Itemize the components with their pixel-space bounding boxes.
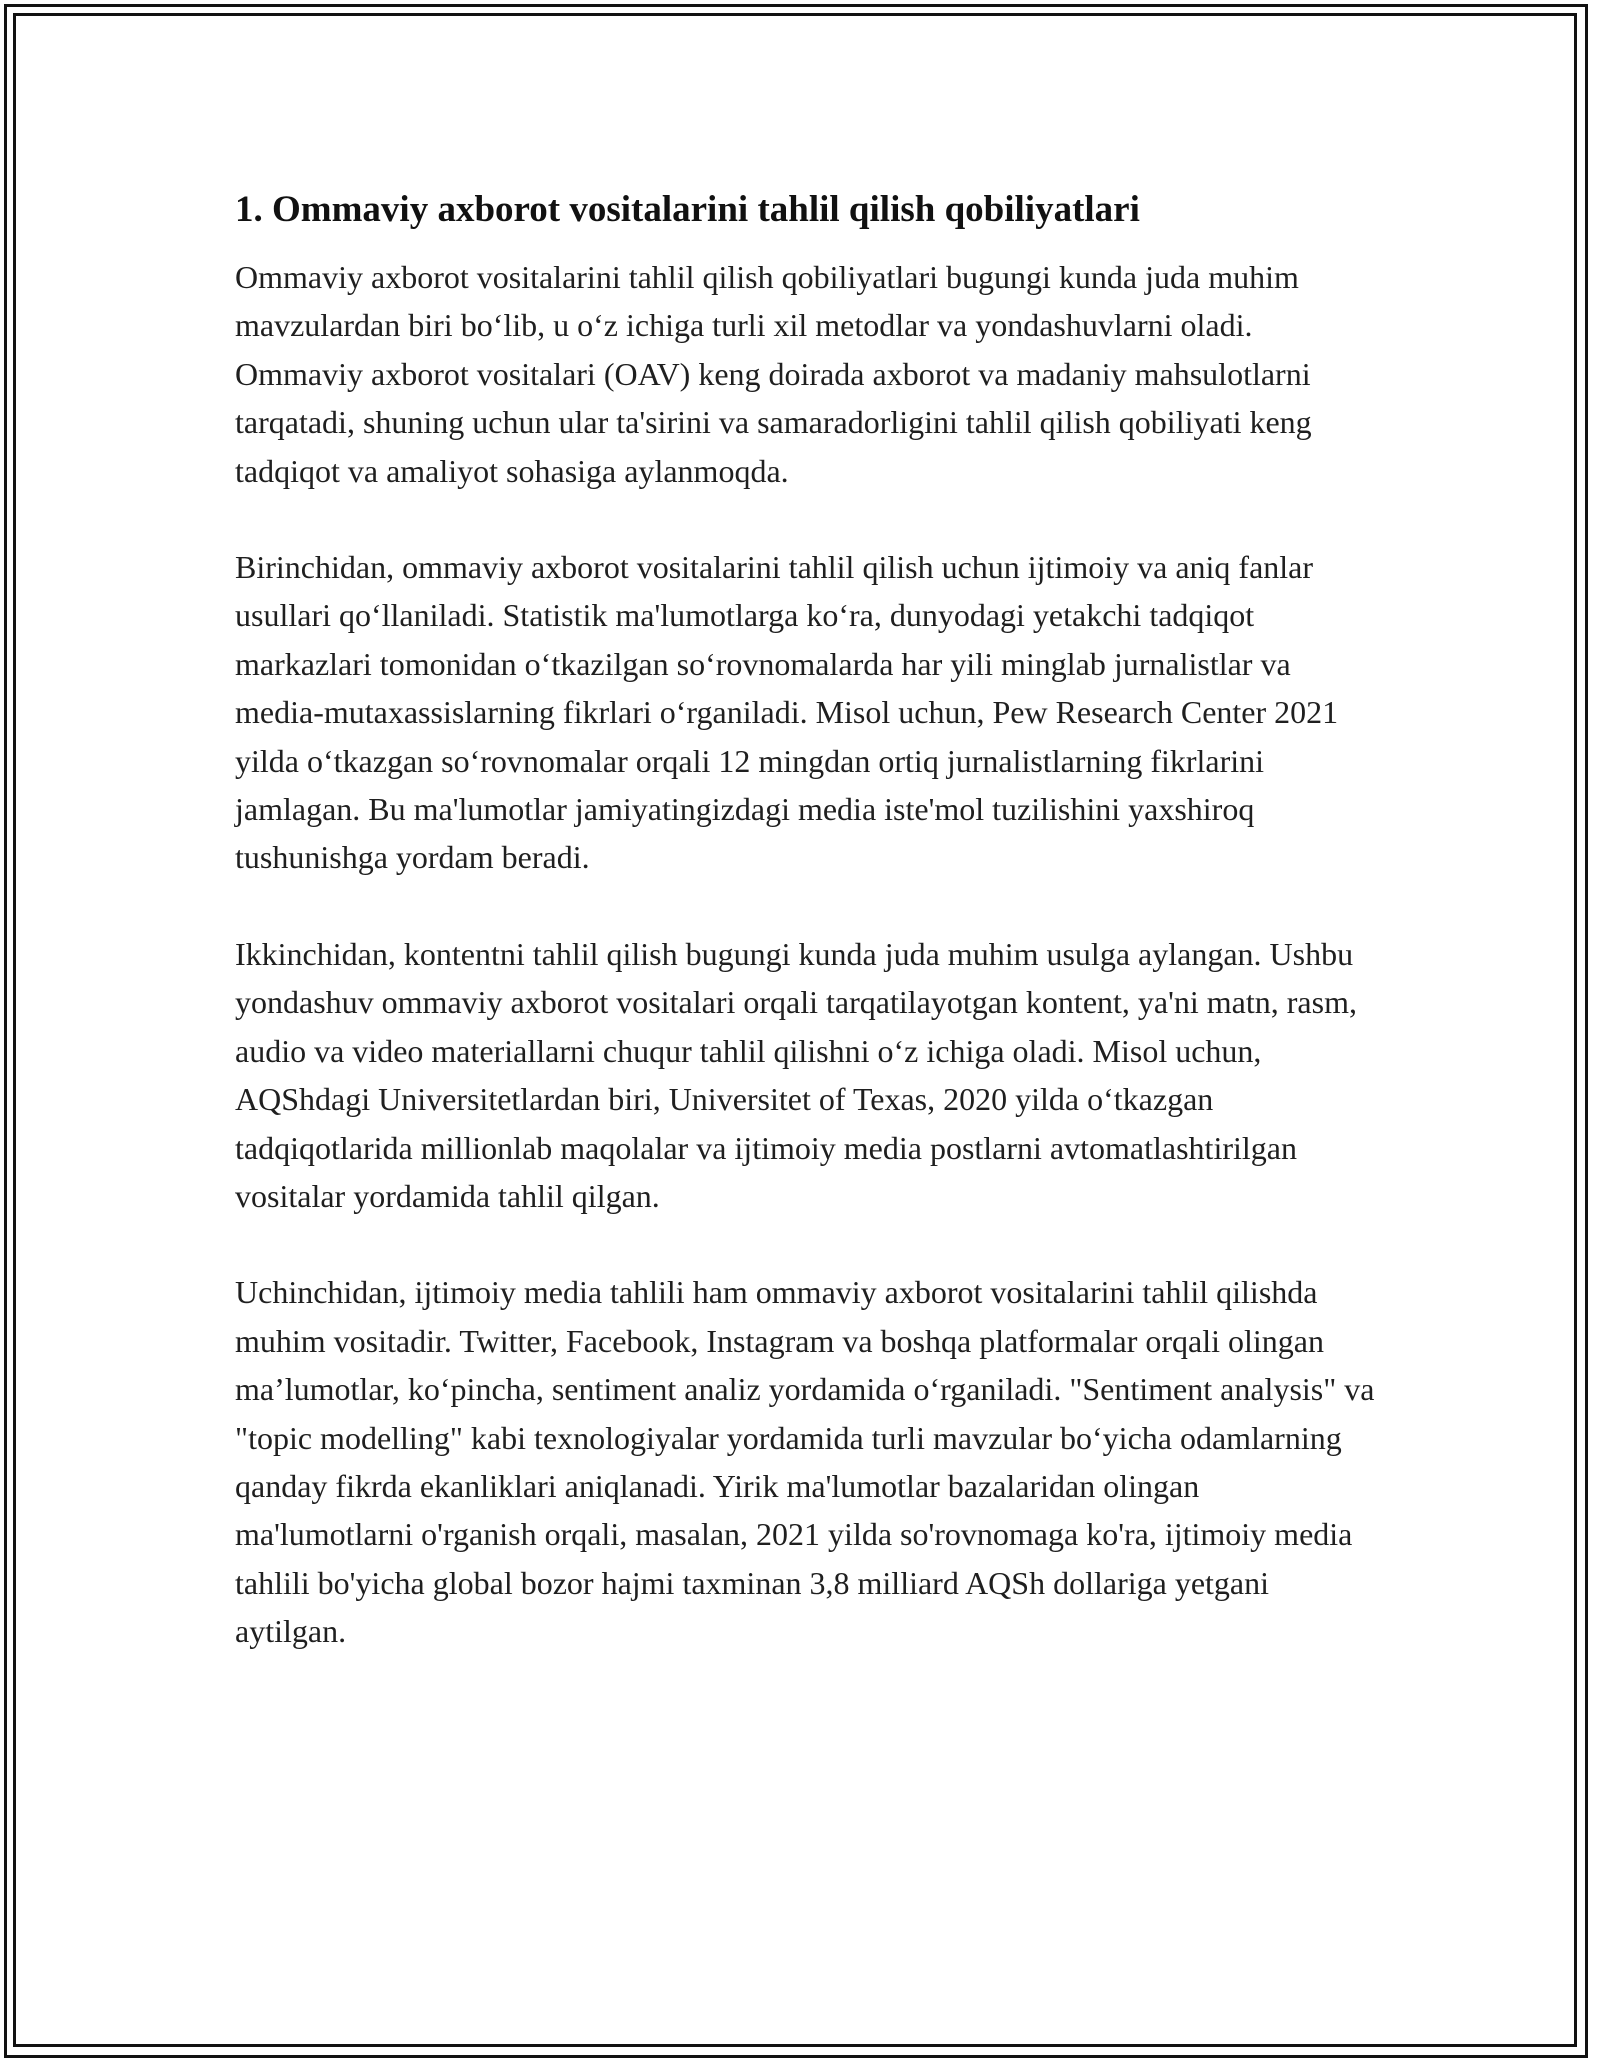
paragraph-first: Birinchidan, ommaviy axborot vositalarini tahlil qilish uchun ijtimoiy va aniq fanlar usullari qo‘llaniladi. Statistik ma'lumotlarga ko‘ra, dunyodagi yetakchi tadqiqot markazlari tomonidan o‘tkazilgan so‘rovnomalarda har yili minglab jurnalistlar va media-mutaxassislarning fikrlari o‘rganiladi. Misol uchun, Pew Research Center 2021 yilda o‘tkazgan so‘rovnomalar orqali 12 mingdan ortiq jurnalistlarning fikrlarini jamlagan. Bu ma'lumotlar jamiyatingizdagi media iste'mol tuzilishini yaxshiroq tushunishga yordam beradi. xyxy=(235,549,1339,876)
section-heading: 1. Ommaviy axborot vositalarini tahlil qilish qobiliyatlari xyxy=(235,189,1140,230)
paragraph-intro: Ommaviy axborot vositalarini tahlil qilish qobiliyatlari bugungi kunda juda muhim mavzulardan biri bo‘lib, u o‘z ichiga turli xil metodlar va yondashuvlarni oladi. Ommaviy axborot vositalari (OAV) keng doirada axborot va madaniy mahsulotlarni tarqatadi, shuning uchun ular ta'sirini va samaradorligini tahlil qilish qobiliyati keng tadqiqot va amaliyot sohasiga aylanmoqda. xyxy=(235,259,1312,489)
document-body xyxy=(235,185,1385,1704)
paragraph-second: Ikkinchidan, kontentni tahlil qilish bugungi kunda juda muhim usulga aylangan. Ushbu yondashuv ommaviy axborot vositalari orqali tarqatilayotgan kontent, ya'ni matn, rasm, audio va video materiallarni chuqur tahlil qilishni o‘z ichiga oladi. Misol uchun, AQShdagi Universitetlardan biri, Universitet of Texas, 2020 yilda o‘tkazgan tadqiqotlarida millionlab maqolalar va ijtimoiy media postlarni avtomatlashtirilgan vositalar yordamida tahlil qilgan. xyxy=(235,935,1357,1214)
paragraph-third: Uchinchidan, ijtimoiy media tahlili ham ommaviy axborot vositalarini tahlil qilishda muhim vositadir. Twitter, Facebook, Instagram va boshqa platformalar orqali olingan ma’lumotlar, ko‘pincha, sentiment analiz yordamida o‘rganiladi. "Sentiment analysis" va "topic modelling" kabi texnologiyalar yordamida turli mavzular bo‘yicha odamlarning qanday fikrda ekanliklari aniqlanadi. Yirik ma'lumotlar bazalaridan olingan ma'lumotlarni o'rganish orqali, masalan, 2021 yilda so'rovnomaga ko'ra, ijtimoiy media tahlili bo'yicha global bozor hajmi taxminan 3,8 milliard AQSh dollariga yetgani aytilgan. xyxy=(235,1274,1375,1650)
